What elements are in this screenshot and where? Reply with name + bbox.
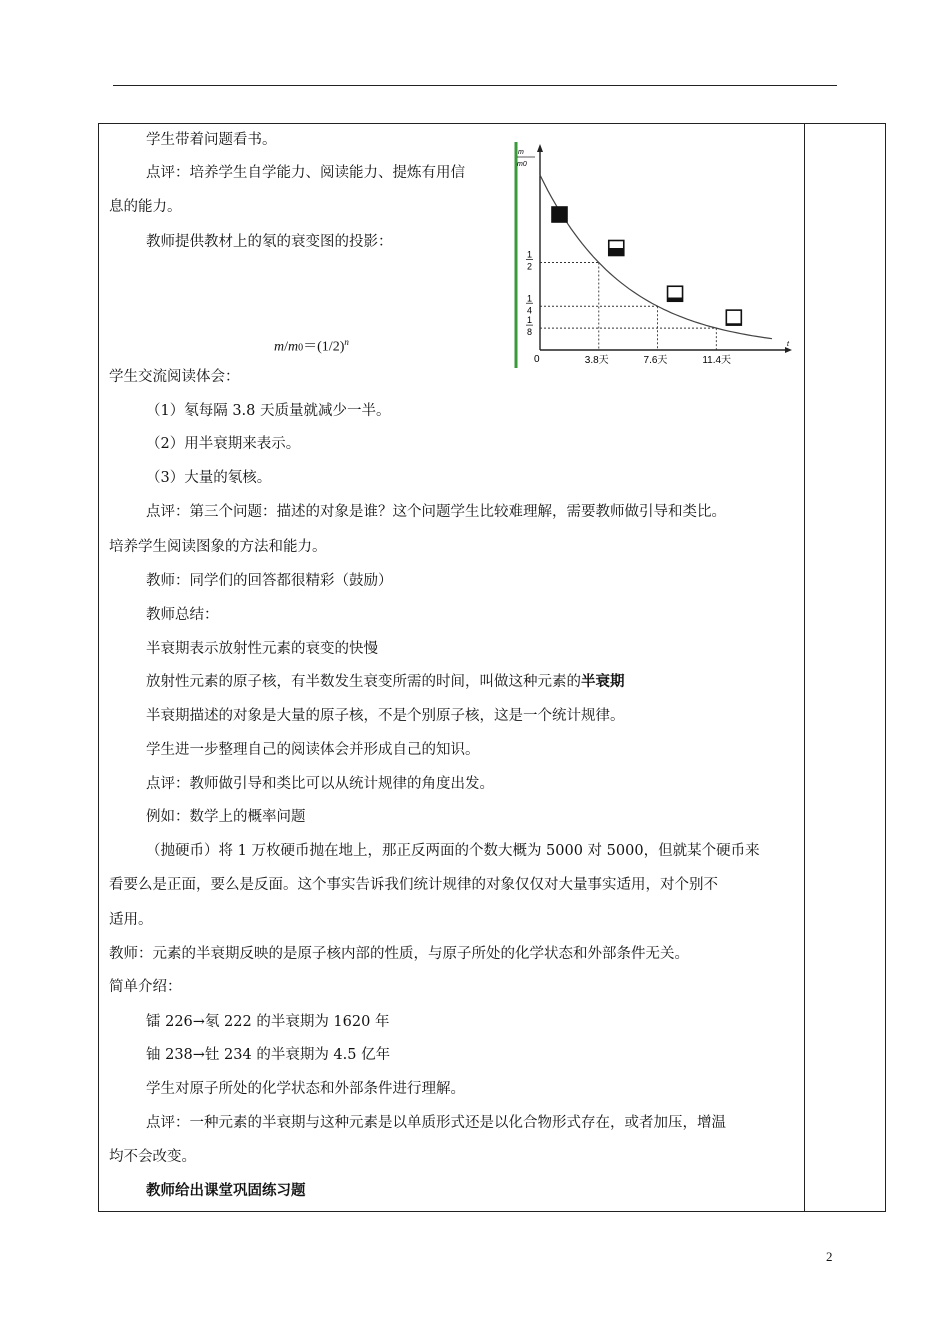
text-line: 点评：教师做引导和类比可以从统计规律的角度出发。: [146, 776, 494, 792]
text-line: 例如：数学上的概率问题: [146, 809, 306, 825]
text-line: 点评：第三个问题：描述的对象是谁？这个问题学生比较难理解，需要教师做引导和类比。: [146, 504, 726, 520]
formula-m: m: [274, 339, 285, 355]
text-line: 培养学生阅读图象的方法和能力。: [109, 539, 327, 555]
sample-fill: [726, 323, 741, 325]
formula-m0: m: [288, 339, 299, 355]
x-axis-label: t: [787, 341, 789, 348]
x-tick-label: 11.4天: [702, 355, 732, 366]
text-line: 半衰期表示放射性元素的衰变的快慢: [146, 641, 378, 657]
text-line: （3）大量的氡核。: [146, 470, 272, 486]
text-line: 教师：元素的半衰期反映的是原子核内部的性质，与原子所处的化学状态和外部条件无关。: [109, 946, 689, 962]
y-tick-label-denominator: 8: [527, 327, 533, 338]
text-line: （2）用半衰期来表示。: [146, 436, 301, 452]
text-line: 镭 226→氡 222 的半衰期为 1620 年: [146, 1014, 390, 1030]
x-tick-label: 0: [534, 354, 540, 365]
definition-text: 放射性元素的原子核，有半数发生衰变所需的时间，叫做这种元素的: [146, 674, 581, 690]
formula-m0-subscript: 0: [298, 342, 304, 354]
formula-exponent: n: [344, 337, 349, 347]
text-line: [146, 673, 625, 691]
text-line: 半衰期描述的对象是大量的原子核，不是个别原子核，这是一个统计规律。: [146, 708, 625, 724]
y-axis-label-denominator: m0: [517, 161, 527, 168]
text-line: 学生对原子所处的化学状态和外部条件进行理解。: [146, 1081, 465, 1097]
page-number: 2: [826, 1249, 833, 1264]
text-line: 学生交流阅读体会：: [109, 369, 240, 385]
half-life-term: 半衰期: [581, 673, 625, 690]
x-tick-label: 3.8天: [584, 355, 609, 366]
table-column-divider: [804, 124, 805, 1211]
sample-fill: [609, 248, 624, 256]
text-line: （1）氡每隔 3.8 天质量就减少一半。: [146, 403, 391, 419]
text-line: 学生进一步整理自己的阅读体会并形成自己的知识。: [146, 742, 480, 758]
text-line: 教师总结：: [146, 607, 219, 623]
sample-box: [726, 310, 741, 325]
y-tick-label-numerator: 1: [527, 249, 533, 260]
y-tick-label-numerator: 1: [527, 315, 533, 326]
x-tick-label: 7.6天: [643, 355, 668, 366]
text-line: 铀 238→钍 234 的半衰期为 4.5 亿年: [146, 1047, 391, 1063]
text-line: 点评：培养学生自学能力、阅读能力、提炼有用信: [146, 165, 465, 181]
text-line: 看要么是正面，要么是反面。这个事实告诉我们统计规律的对象仅仅对大量事实适用，对个别不: [109, 877, 718, 893]
decay-chart: [513, 140, 798, 372]
text-line: 学生带着问题看书。: [146, 132, 277, 148]
y-axis-arrow: [537, 144, 543, 152]
y-tick-label-denominator: 2: [527, 261, 533, 272]
y-tick-label-numerator: 1: [527, 293, 533, 304]
text-line: 点评：一种元素的半衰期与这种元素是以单质形式还是以化合物形式存在，或者加压，增温: [146, 1115, 726, 1131]
sample-fill: [668, 298, 683, 302]
text-line: 教师：同学们的回答都很精彩（鼓励）: [146, 573, 393, 589]
text-line: 息的能力。: [109, 199, 182, 215]
decay-formula: $m/m0=(1/2)^n$: [274, 337, 349, 355]
text-line: 简单介绍：: [109, 979, 182, 995]
text-line: （抛硬币）将 1 万枚硬币抛在地上，那正反两面的个数大概为 5000 对 5000，但就某个硬币来: [146, 843, 760, 859]
text-line-bold: 教师给出课堂巩固练习题: [146, 1182, 306, 1199]
y-tick-label-denominator: 4: [527, 305, 533, 316]
text-line: 均不会改变。: [109, 1149, 196, 1165]
text-line: 适用。: [109, 912, 153, 928]
formula-rhs: ＝(1/2): [303, 339, 345, 355]
sample-fill: [552, 207, 567, 222]
text-line: 教师提供教材上的氡的衰变图的投影：: [146, 234, 393, 250]
header-rule: [113, 85, 837, 86]
y-axis-label-numerator: m: [518, 149, 524, 156]
